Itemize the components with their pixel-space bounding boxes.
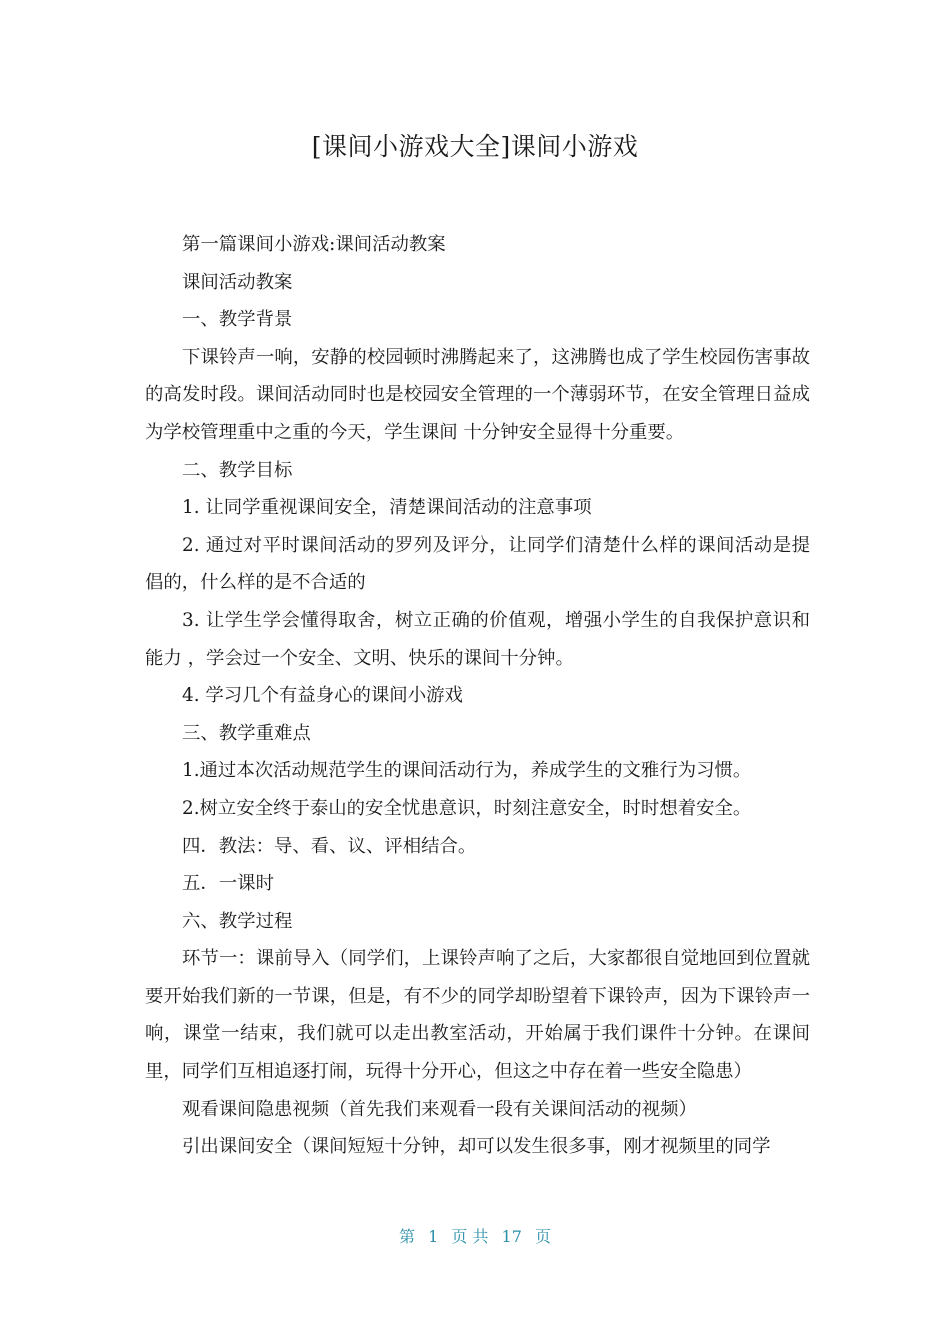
paragraph: 环节一：课前导入（同学们，上课铃声响了之后，大家都很自觉地回到位置就要开始我们新的一节课，但是，有不少的同学却盼望着下课铃声，因为下课铃声一响，课堂一结束，我们就可以走出教室活动，开始属于我们课件十分钟。在课间里，同学们互相追逐打闹，玩得十分开心，但这之中存在着一些安全隐患） [145,948,810,1083]
list-item: 2. 通过对平时课间活动的罗列及评分，让同学们清楚什么样的课间活动是提倡的，什么样的是不合适的 [145,534,810,594]
section-heading: 五．一课时 [182,873,274,895]
list-item: 3. 让学生学会懂得取舍，树立正确的价值观，增强小学生的自我保护意识和能力 ，学会过一个安全、文明、快乐的课间十分钟。 [145,609,810,669]
paragraph: 下课铃声一响，安静的校园顿时沸腾起来了，这沸腾也成了学生校园伤害事故的高发时段。课间活动同时也是校园安全管理的一个薄弱环节，在安全管理日益成为学校管理重中之重的今天，学生课间 十分钟安全显得十分重要。 [145,346,810,443]
paragraph: 观看课间隐患视频（首先我们来观看一段有关课间活动的视频） [182,1098,697,1120]
document-body [145,226,810,1166]
page-footer [0,1224,950,1250]
section-heading: 四．教法：导、看、议、评相结合。 [182,835,477,857]
list-item: 1. 让同学重视课间安全，清楚课间活动的注意事项 [182,497,592,519]
page-suffix: 页 [535,1227,552,1246]
list-item: 4. 学习几个有益身心的课间小游戏 [182,685,463,707]
list-item: 1.通过本次活动规范学生的课间活动行为，养成学生的文雅行为习惯。 [182,760,752,782]
paragraph: 第一篇课间小游戏:课间活动教案 [182,234,446,255]
paragraph: 课间活动教案 [182,271,293,293]
section-heading: 六、教学过程 [182,910,293,932]
page-mid: 页 共 [451,1227,489,1246]
section-heading: 二、教学目标 [182,459,293,481]
list-item: 2.树立安全终于泰山的安全忧患意识，时刻注意安全，时时想着安全。 [182,797,752,819]
document-title: [课间小游戏大全]课间小游戏 [311,132,639,161]
page-prefix: 第 [398,1227,415,1246]
page-total: 17 [501,1227,522,1246]
paragraph: 引出课间安全（课间短短十分钟，却可以发生很多事，刚才视频里的同学 [182,1136,771,1158]
section-heading: 一、教学背景 [182,309,293,331]
page-number: 1 [428,1227,439,1246]
section-heading: 三、教学重难点 [182,722,311,744]
